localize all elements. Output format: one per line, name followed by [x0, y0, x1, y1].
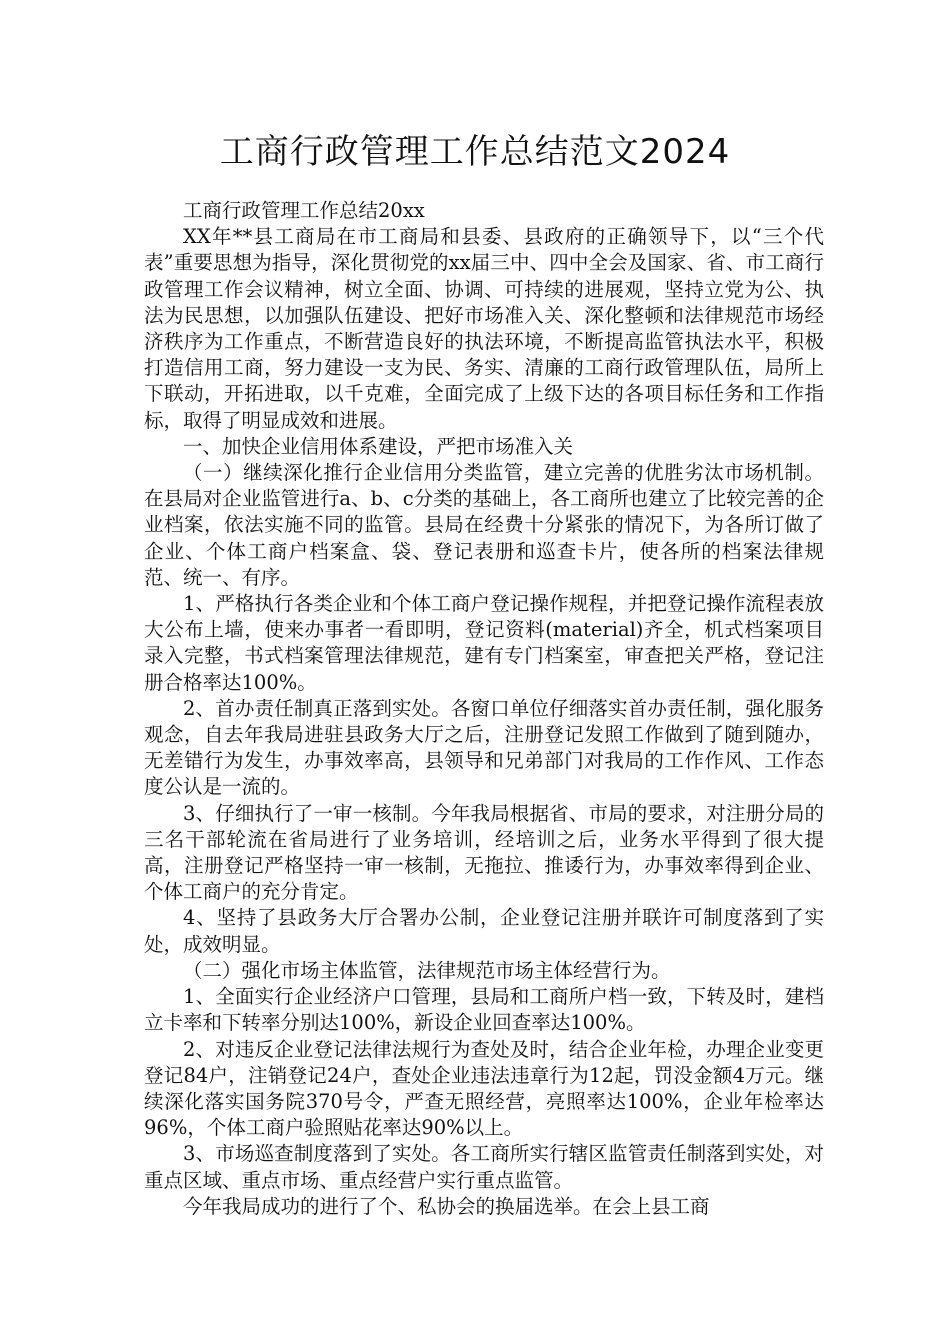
subsection-heading-2: （二）强化市场主体监管，法律规范市场主体经营行为。	[183, 958, 671, 982]
subsection-heading-1: （一）继续深化推行企业信用分类监管，建立完善的优胜劣汰市场机制。在县局对企业监管进行a、b、c分类的基础上，各工商所也建立了比较完善的企业档案，依法实施不同的监管。县局在经费十分紧张的情况下，为各所订做了企业、个体工商户档案盒、袋、登记表册和巡查卡片，使各所的档案法律规范、统一、有序。	[144, 461, 824, 589]
paragraph-item-4: 4、坚持了县政务大厅合署办公制，企业登记注册并联许可制度落到了实处，成效明显。	[144, 906, 824, 956]
paragraph-item-7: 3、市场巡查制度落到了实处。各工商所实行辖区监管责任制落到实处，对重点区域、重点市场、重点经营户实行重点监管。	[144, 1142, 824, 1192]
paragraph-intro: XX年**县工商局在市工商局和县委、县政府的正确领导下，以“三个代表”重要思想为指导，深化贯彻党的xx届三中、四中全会及国家、省、市工商行政管理工作会议精神，树立全面、协调、可持续的进展观，坚持立党为公、执法为民思想，以加强队伍建设、把好市场准入关、深化整顿和法律规范市场经济秩序为工作重点，不断营造良好的执法环境，不断提高监管执法水平，积极打造信用工商，努力建设一支为民、务实、清廉的工商行政管理队伍，局所上下联动，开拓进取，以千克难，全面完成了上级下达的各项目标任务和工作指标，取得了明显成效和进展。	[144, 225, 824, 432]
document-body	[144, 198, 824, 1220]
paragraph-item-1: 1、严格执行各类企业和个体工商户登记操作规程，并把登记操作流程表放大公布上墙，使来办事者一看即明，登记资料(material)齐全，机式档案项目录入完整，书式档案管理法律规范，建有专门档案室，审查把关严格，登记注册合格率达100%。	[144, 592, 824, 694]
paragraph-item-2: 2、首办责任制真正落到实处。各窗口单位仔细落实首办责任制，强化服务观念，自去年我局进驻县政务大厅之后，注册登记发照工作做到了随到随办，无差错行为发生，办事效率高，县领导和兄弟部门对我局的工作作风、工作态度公认是一流的。	[144, 696, 824, 799]
paragraph-item-6: 2、对违反企业登记法律法规行为查处及时，结合企业年检，办理企业变更登记84户，注销登记24户，查处企业违法违章行为12起，罚没金额4万元。继续深化落实国务院370号令，严查无照经营，亮照率达100%，企业年检率达96%，个体工商户验照贴花率达90%以上。	[144, 1037, 824, 1140]
paragraph-item-3: 3、仔细执行了一审一核制。今年我局根据省、市局的要求，对注册分局的三名干部轮流在省局进行了业务培训，经培训之后，业务水平得到了很大提高，注册登记严格坚持一审一核制，无拖拉、推诿行为，办事效率得到企业、个体工商户的充分肯定。	[144, 801, 824, 904]
paragraph-subtitle: 工商行政管理工作总结20xx	[183, 199, 425, 222]
section-heading-1: 一、加快企业信用体系建设，严把市场准入关	[183, 434, 574, 458]
document-title: 工商行政管理工作总结范文2024	[219, 132, 731, 172]
paragraph-item-5: 1、全面实行企业经济户口管理，县局和工商所户档一致，下转及时，建档立卡率和下转率分别达100%，新设企业回查率达100%。	[144, 985, 824, 1035]
paragraph-closing: 今年我局成功的进行了个、私协会的换届选举。在会上县工商	[183, 1194, 710, 1218]
